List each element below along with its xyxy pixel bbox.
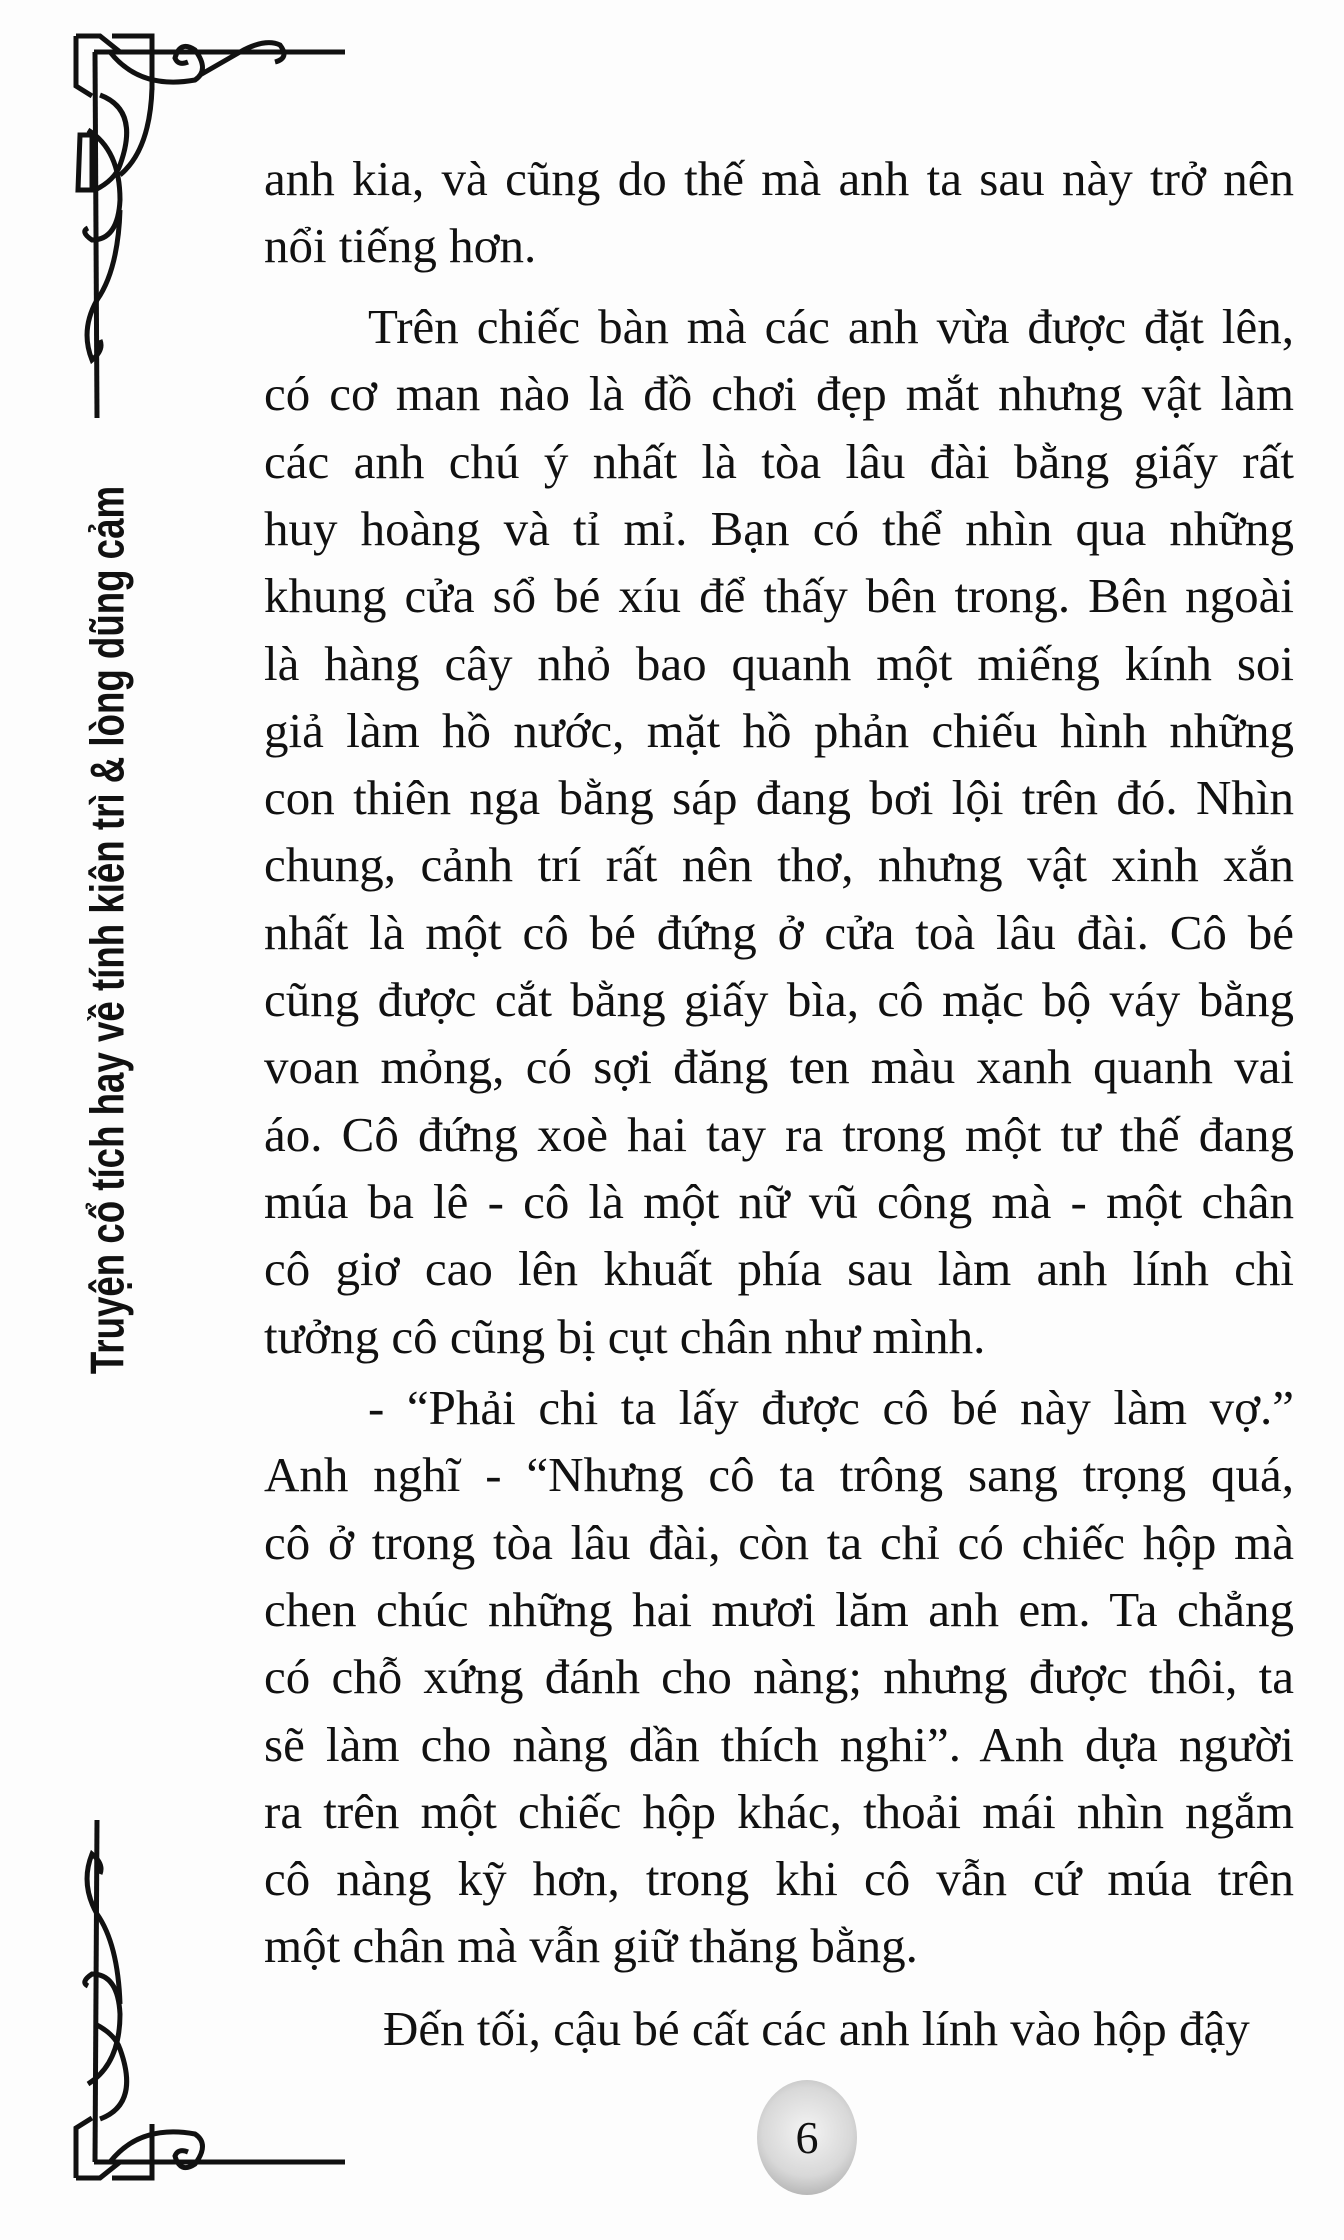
text-line: cô giơ cao lên khuất phía sau làm anh lính chì <box>264 1241 1294 1297</box>
text-line: các anh chú ý nhất là tòa lâu đài bằng giấy rất <box>264 433 1294 489</box>
page-number-badge <box>757 2080 857 2195</box>
text-line: một chân mà vẫn giữ thăng bằng. <box>264 1918 918 1974</box>
text-line: chung, cảnh trí rất nên thơ, nhưng vật xinh xắn <box>264 837 1294 893</box>
text-line: voan mỏng, có sợi đăng ten màu xanh quanh vai <box>264 1039 1294 1095</box>
text-line: nhất là một cô bé đứng ở cửa toà lâu đài. Cô bé <box>264 904 1294 960</box>
text-line: khung cửa sổ bé xíu để thấy bên trong. Bên ngoài <box>264 568 1294 624</box>
text-line: cô ở trong tòa lâu đài, còn ta chỉ có chiếc hộp mà <box>264 1514 1294 1570</box>
text-line: nổi tiếng hơn. <box>264 218 537 274</box>
text-line: có chỗ xứng đánh cho nàng; nhưng được thôi, ta <box>264 1649 1294 1705</box>
text-line: sẽ làm cho nàng dần thích nghi”. Anh dựa người <box>264 1716 1294 1772</box>
text-line: con thiên nga bằng sáp đang bơi lội trên đó. Nhìn <box>264 770 1294 826</box>
text-line: - “Phải chi ta lấy được cô bé này làm vợ.” <box>368 1380 1294 1435</box>
text-line: giả làm hồ nước, mặt hồ phản chiếu hình những <box>264 702 1294 758</box>
text-line: Anh nghĩ - “Nhưng cô ta trông sang trọng quá, <box>264 1447 1294 1503</box>
text-line: cũng được cắt bằng giấy bìa, cô mặc bộ váy bằng <box>264 972 1294 1027</box>
text-line: ra trên một chiếc hộp khác, thoải mái nhìn ngắm <box>264 1783 1294 1839</box>
text-line: là hàng cây nhỏ bao quanh một miếng kính soi <box>264 635 1294 691</box>
text-line: múa ba lê - cô là một nữ vũ công mà - một chân <box>264 1173 1294 1229</box>
text-line: áo. Cô đứng xoè hai tay ra trong một tư thế đang <box>264 1106 1294 1162</box>
page-number: 6 <box>795 2112 819 2163</box>
text-line: Đến tối, cậu bé cất các anh lính vào hộp đậy <box>383 2001 1250 2056</box>
text-line: Trên chiếc bàn mà các anh vừa được đặt lên, <box>368 299 1294 354</box>
text-line: anh kia, và cũng do thế mà anh ta sau này trở nên <box>264 151 1294 206</box>
text-line: tưởng cô cũng bị cụt chân như mình. <box>264 1308 986 1364</box>
text-line: chen chúc những hai mươi lăm anh em. Ta chẳng <box>264 1581 1294 1637</box>
running-title-text: Truyện cổ tích hay về tính kiên trì & lòng dũng cảm <box>80 485 134 1375</box>
text-line: cô nàng kỹ hơn, trong khi cô vẫn cứ múa trên <box>264 1851 1294 1907</box>
text-line: có cơ man nào là đồ chơi đẹp mắt nhưng vật làm <box>264 366 1294 422</box>
text-line: huy hoàng và tỉ mỉ. Bạn có thể nhìn qua những <box>264 500 1294 556</box>
